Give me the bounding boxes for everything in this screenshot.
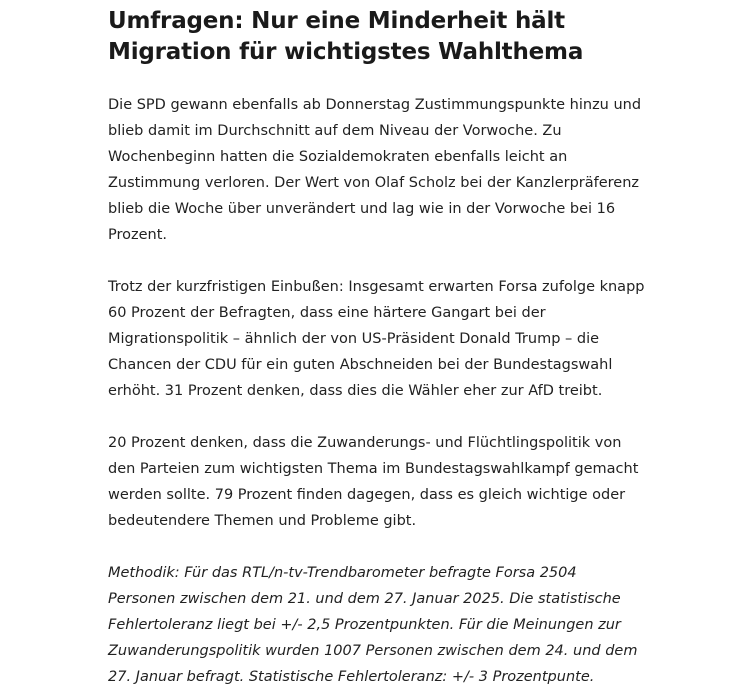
article-paragraph-spd: Die SPD gewann ebenfalls ab Donnerstag Zustimmungspunkte hinzu und blieb damit im Durchschnitt auf dem Niveau der Vorwoche. Zu Wochenbeginn hatten die Sozialdemokraten ebenfalls leicht an Zustimmung verloren. Der Wert von Olaf Scholz bei der Kanzlerpräferenz blieb die Woche über unverändert und lag wie in der Vorwoche bei 16 Prozent.	[108, 97, 642, 243]
article-paragraph-migration-policy: Trotz der kurzfristigen Einbußen: Insgesamt erwarten Forsa zufolge knapp 60 Prozent der Befragten, dass eine härtere Gangart bei der Migrationspolitik – ähnlich der von US-Präsident Donald Trump – die Chancen der CDU für ein guten Abschneiden bei der Bundestagswahl erhöht. 31 Prozent denken, dass dies die Wähler eher zur AfD treibt.	[108, 279, 645, 399]
article-headline: Umfragen: Nur eine Minderheit hält Migration für wichtigstes Wahlthema	[108, 8, 584, 65]
article-paragraph-top-topic: 20 Prozent denken, dass die Zuwanderungs- und Flüchtlingspolitik von den Parteien zum wichtigsten Thema im Bundestagswahlkampf gemacht werden sollte. 79 Prozent finden dagegen, dass es gleich wichtige oder bedeutendere Themen und Probleme gibt.	[108, 435, 639, 529]
article-methodology-note: Methodik: Für das RTL/n-tv-Trendbarometer befragte Forsa 2504 Personen zwischen dem 21. und dem 27. Januar 2025. Die statistische Fehlertoleranz liegt bei +/- 2,5 Prozentpunkten. Für die Meinungen zur Zuwanderungspolitik wurden 1007 Personen zwischen dem 24. und dem 27. Januar befragt. Statistische Fehlertoleranz: +/- 3 Prozentpunte.	[108, 565, 638, 685]
article	[108, 0, 648, 690]
